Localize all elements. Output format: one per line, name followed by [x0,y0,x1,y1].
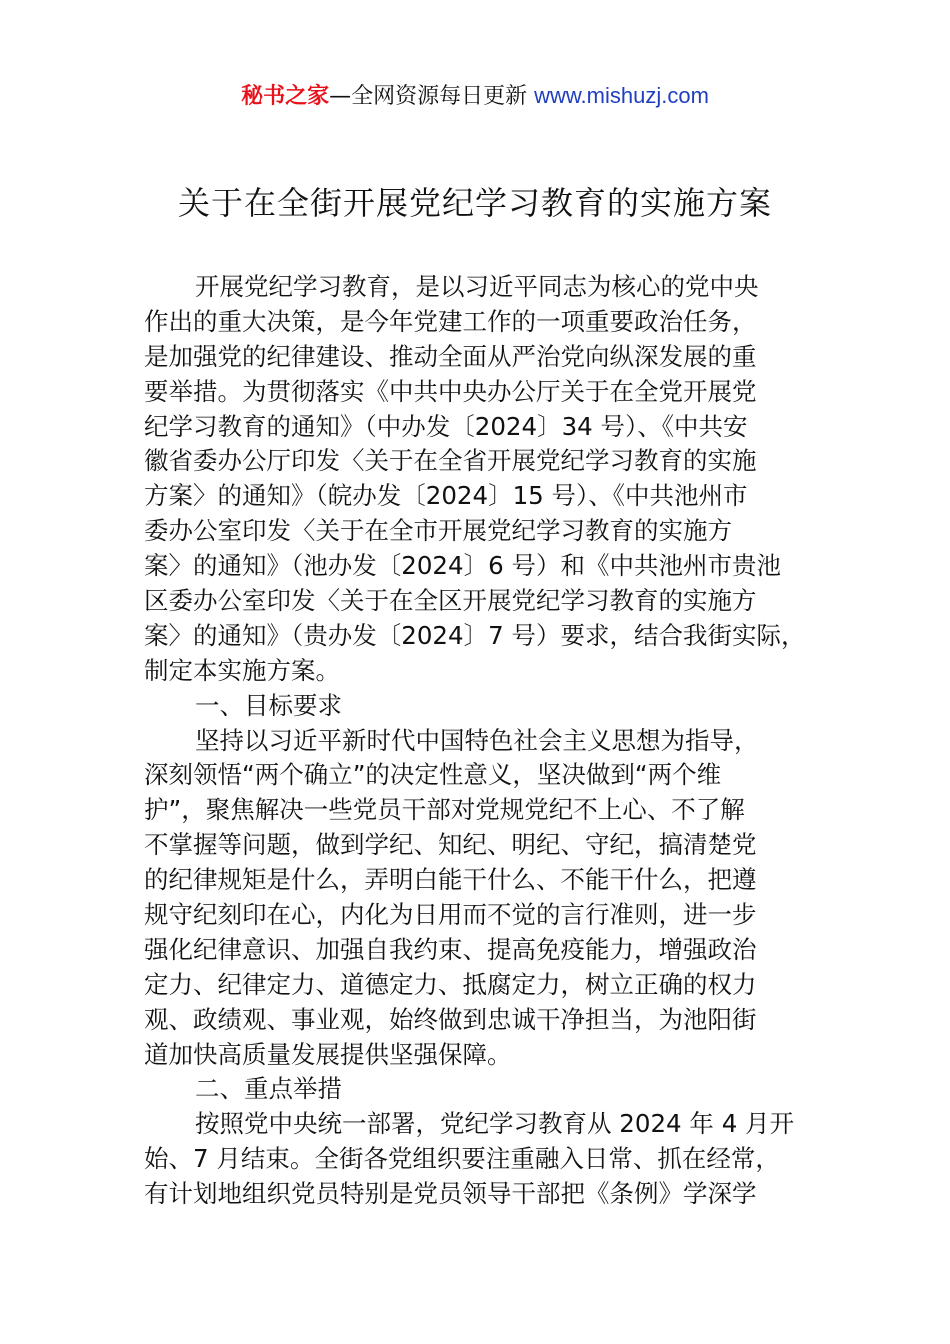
text-line: 护”，聚焦解决一些党员干部对党规党纪不上心、不了解 [144,795,745,825]
site-url-link[interactable]: www.mishuzj.com [534,83,709,108]
document-title: 关于在全街开展党纪学习教育的实施方案 [177,184,772,222]
text-line: 的纪律规矩是什么，弄明白能干什么、不能干什么，把遵 [144,865,757,895]
text-line: 强化纪律意识、加强自我约束、提高免疫能力，增强政治 [144,934,757,964]
text-line: 规守纪刻印在心，内化为日用而不觉的言行准则，进一步 [144,900,757,930]
site-tagline: —全网资源每日更新 [329,84,528,109]
text-line: 作出的重大决策，是今年党建工作的一项重要政治任务， [144,306,757,336]
text-line: 方案〉的通知》（皖办发〔2024〕15 号）、《中共池州市 [144,481,748,511]
text-line: 道加快高质量发展提供坚强保障。 [144,1039,512,1069]
text-line: 始、7 月结束。全街各党组织要注重融入日常、抓在经常， [144,1144,780,1174]
text-line: 案〉的通知》（池办发〔2024〕6 号）和《中共池州市贵池 [144,551,781,581]
text-line: 制定本实施方案。 [144,655,340,685]
site-header [0,80,950,113]
text-line: 二、重点举措 [195,1074,342,1104]
site-brand: 秘书之家 [241,84,330,109]
text-line: 坚持以习近平新时代中国特色社会主义思想为指导， [195,725,759,755]
text-line: 要举措。为贯彻落实《中共中央办公厅关于在全党开展党 [144,376,757,406]
text-line: 案〉的通知》（贵办发〔2024〕7 号）要求，结合我街实际， [144,620,806,650]
text-line: 开展党纪学习教育，是以习近平同志为核心的党中央 [195,272,759,301]
text-line: 按照党中央统一部署，党纪学习教育从 2024 年 4 月开 [195,1109,795,1139]
text-line: 一、目标要求 [195,690,342,720]
text-line: 委办公室印发〈关于在全市开展党纪学习教育的实施方 [144,516,732,546]
text-line: 有计划地组织党员特别是党员领导干部把《条例》学深学 [144,1179,757,1209]
text-line: 深刻领悟“两个确立”的决定性意义，坚决做到“两个维 [144,760,722,790]
text-line: 不掌握等问题，做到学纪、知纪、明纪、守纪，搞清楚党 [144,830,757,860]
text-line: 观、政绩观、事业观，始终做到忠诚干净担当，为池阳街 [144,1004,757,1034]
text-line: 是加强党的纪律建设、推动全面从严治党向纵深发展的重 [144,341,757,371]
text-line: 纪学习教育的通知》（中办发〔2024〕34 号）、《中共安 [144,411,748,441]
text-line: 区委办公室印发〈关于在全区开展党纪学习教育的实施方 [144,586,757,616]
text-line: 徽省委办公厅印发〈关于在全省开展党纪学习教育的实施 [144,446,757,476]
text-line: 定力、纪律定力、道德定力、抵腐定力，树立正确的权力 [144,969,757,999]
document-body [144,270,814,1212]
